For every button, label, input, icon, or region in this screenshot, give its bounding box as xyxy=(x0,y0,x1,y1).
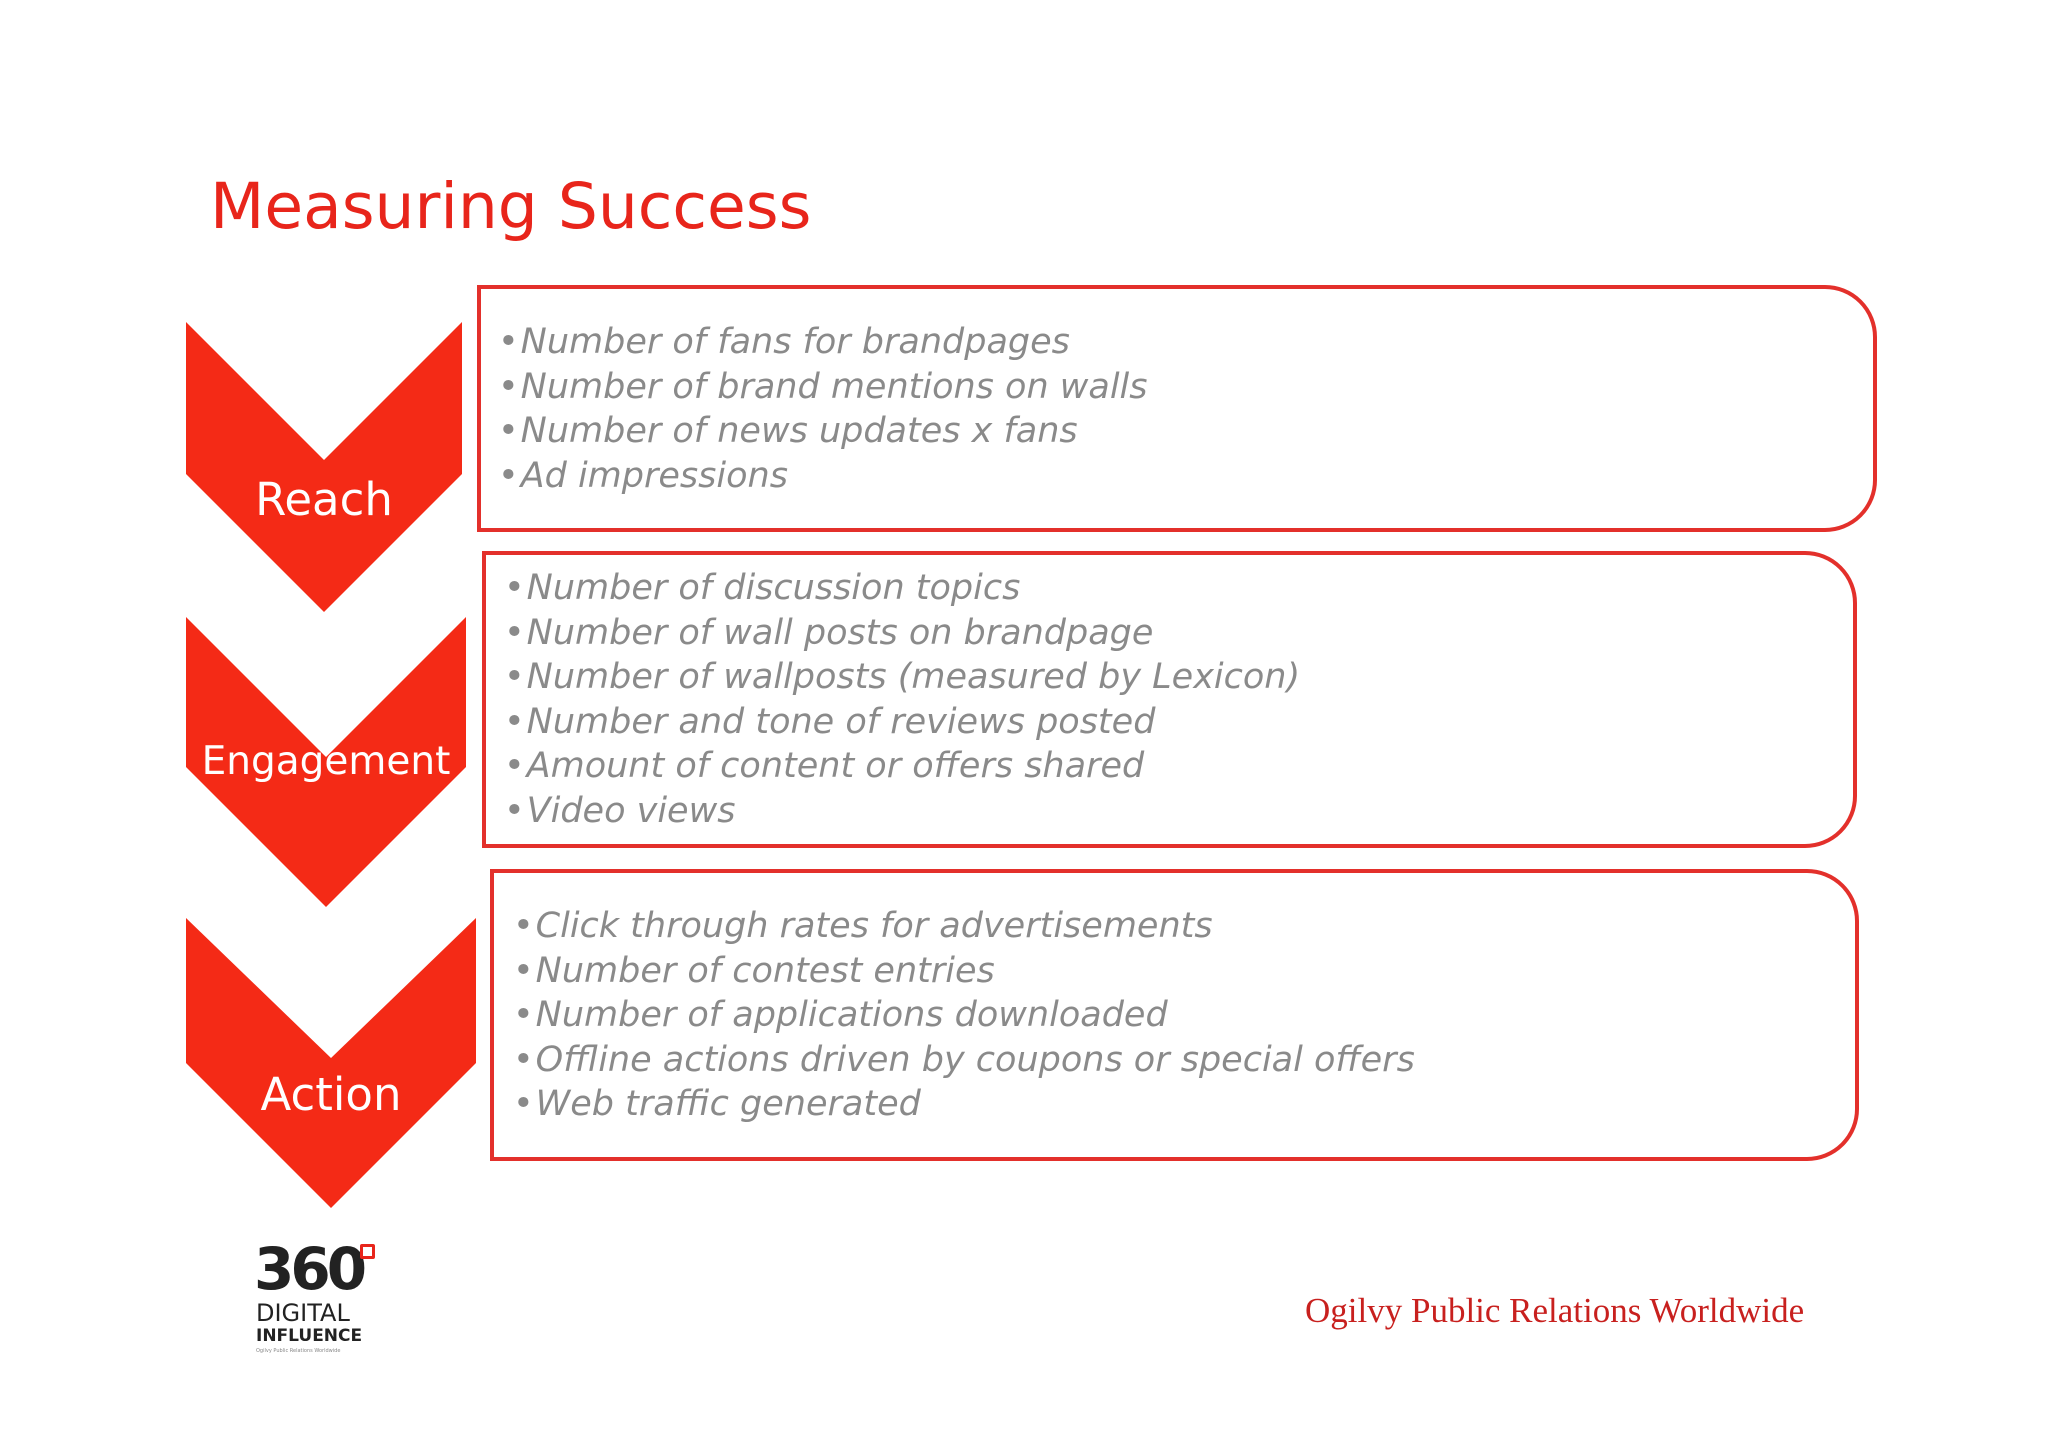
metric-item: • Number of news updates x fans xyxy=(498,409,1148,454)
slide-title: Measuring Success xyxy=(210,170,812,243)
logo-digital-text: DIGITAL xyxy=(256,1299,350,1327)
stage-label-action: Action xyxy=(260,1068,402,1121)
stage-label-reach: Reach xyxy=(255,473,393,526)
logo-number: 360 xyxy=(254,1235,364,1303)
metric-item: • Amount of content or offers shared xyxy=(504,744,1300,789)
metric-item: • Number of wall posts on brandpage xyxy=(504,611,1300,656)
360-digital-influence-logo xyxy=(252,1235,382,1368)
action-chevron-icon xyxy=(186,918,476,1208)
metric-item: • Web traffic generated xyxy=(513,1082,1415,1127)
metric-item: • Offline actions driven by coupons or special offers xyxy=(513,1038,1415,1083)
metric-item: • Ad impressions xyxy=(498,454,1148,499)
logo-influence-text: INFLUENCE xyxy=(256,1326,363,1346)
metrics-list-engagement xyxy=(504,566,1300,833)
metric-item: • Number and tone of reviews posted xyxy=(504,700,1300,745)
metric-item: • Number of discussion topics xyxy=(504,566,1300,611)
agency-name: Ogilvy Public Relations Worldwide xyxy=(1305,1291,1805,1330)
stage-label-engagement: Engagement xyxy=(201,739,451,784)
metric-item: • Click through rates for advertisements xyxy=(513,904,1415,949)
metric-item: • Number of brand mentions on walls xyxy=(498,365,1148,410)
metric-item: • Number of wallposts (measured by Lexicon) xyxy=(504,655,1300,700)
logo-tagline: Ogilvy Public Relations Worldwide xyxy=(256,1348,341,1354)
logo-degree-icon xyxy=(360,1244,375,1259)
metrics-list-action xyxy=(513,904,1415,1127)
reach-chevron-icon xyxy=(186,322,462,612)
left-shade xyxy=(0,0,200,1447)
metric-item: • Number of contest entries xyxy=(513,949,1415,994)
metric-item: • Number of fans for brandpages xyxy=(498,320,1148,365)
metric-item: • Number of applications downloaded xyxy=(513,993,1415,1038)
metric-item: • Video views xyxy=(504,789,1300,834)
metrics-list-reach xyxy=(498,320,1148,498)
